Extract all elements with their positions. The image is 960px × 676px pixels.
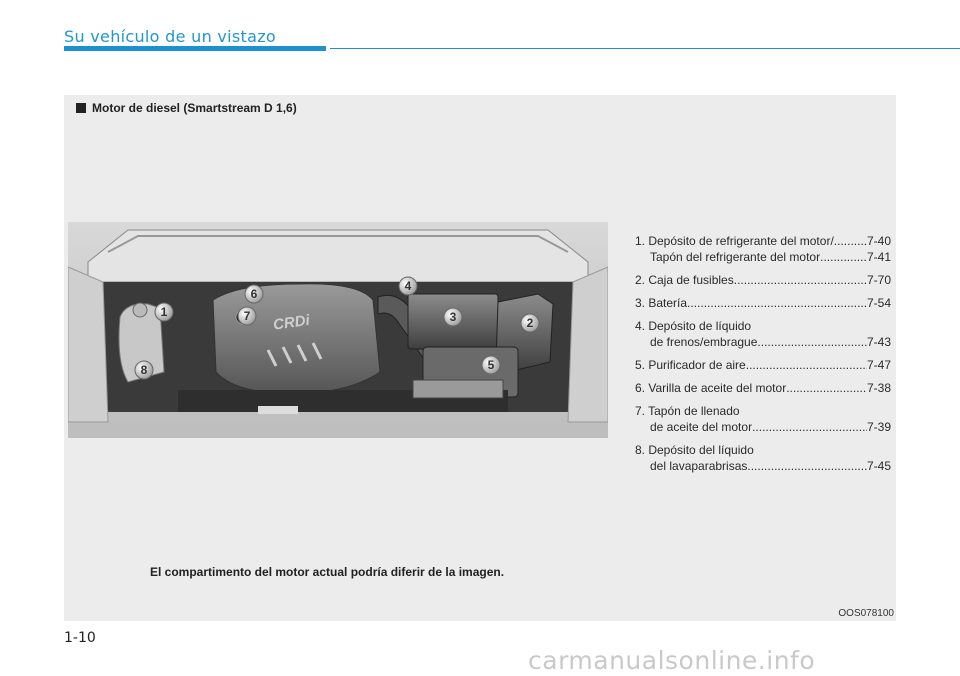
legend-line [635, 318, 891, 334]
legend-text: 4. Depósito de líquido [635, 319, 752, 333]
callout-5 [482, 356, 500, 374]
page-ref: 7-41 [866, 250, 891, 264]
legend-item [635, 357, 891, 373]
engine-cover-label: CRDi [272, 311, 311, 334]
leader-dots [747, 458, 867, 474]
legend-item [635, 442, 891, 474]
legend-list [635, 233, 891, 481]
legend-line [635, 334, 891, 350]
page-ref: 7-40 [866, 234, 891, 248]
callout-3-label: 3 [449, 310, 457, 324]
legend-text: de aceite del motor [650, 420, 753, 434]
legend-text: 6. Varilla de aceite del motor [635, 381, 787, 395]
page-ref: 7-45 [866, 459, 891, 473]
page-number: 1-10 [64, 630, 96, 646]
section-title: Su vehículo de un vistazo [64, 27, 277, 46]
bullet-square-icon [76, 103, 86, 113]
callout-6 [245, 285, 263, 303]
legend-line [635, 295, 891, 311]
legend-line [635, 380, 891, 396]
section-title-rule-thick [64, 46, 326, 51]
leader-dots [786, 380, 867, 396]
legend-text: 8. Depósito del líquido [635, 443, 754, 457]
figure-heading-text: Motor de diesel (Smartstream D 1,6) [92, 101, 297, 115]
callout-4-label: 4 [404, 279, 412, 293]
leader-dots [734, 272, 867, 288]
figure-note: El compartimento del motor actual podría diferir de la imagen. [150, 565, 505, 579]
page-ref: 7-70 [866, 273, 891, 287]
callout-2-label: 2 [526, 316, 534, 330]
legend-text: Tapón del refrigerante del motor [650, 250, 821, 264]
watermark: carmanualsonline.info [528, 646, 816, 675]
leader-dots [752, 419, 867, 435]
callout-8 [135, 361, 153, 379]
legend-line [635, 419, 891, 435]
legend-text: de frenos/embrague [650, 335, 758, 349]
leader-dots [757, 334, 867, 350]
page-ref: 7-38 [866, 381, 891, 395]
legend-item [635, 295, 891, 311]
legend-item [635, 380, 891, 396]
callout-6-label: 6 [250, 287, 258, 301]
legend-item [635, 233, 891, 265]
page-ref: 7-47 [866, 358, 891, 372]
callout-7 [238, 307, 256, 325]
legend-text: 3. Batería [635, 296, 688, 310]
leader-dots [834, 233, 867, 249]
leader-dots [820, 249, 867, 265]
legend-line [635, 403, 891, 419]
callout-5-label: 5 [487, 358, 495, 372]
callout-7-label: 7 [243, 309, 251, 323]
legend-text: del lavaparabrisas [650, 459, 748, 473]
legend-item [635, 403, 891, 435]
callout-1 [155, 303, 173, 321]
engine-illustration [68, 222, 608, 438]
figure-heading [76, 101, 297, 115]
legend-text: 2. Caja de fusibles [635, 273, 734, 287]
legend-line [635, 272, 891, 288]
legend-text: 1. Depósito de refrigerante del motor/ [635, 234, 834, 248]
callout-1-label: 1 [160, 305, 168, 319]
figure-panel [64, 95, 896, 621]
page-ref: 7-43 [866, 335, 891, 349]
page-ref: 7-54 [866, 296, 891, 310]
legend-line [635, 233, 891, 249]
page-ref: 7-39 [866, 420, 891, 434]
legend-text: 5. Purificador de aire [635, 358, 746, 372]
legend-line [635, 357, 891, 373]
leader-dots [687, 295, 867, 311]
legend-line [635, 458, 891, 474]
leader-dots [746, 357, 867, 373]
image-code: OOS078100 [838, 608, 894, 619]
legend-text: 7. Tapón de llenado [635, 404, 740, 418]
callout-3 [444, 308, 462, 326]
section-title-rule-thin [330, 48, 960, 49]
callout-8-label: 8 [140, 363, 148, 377]
callout-4 [399, 277, 417, 295]
callout-2 [521, 314, 539, 332]
legend-item [635, 272, 891, 288]
legend-item [635, 318, 891, 350]
legend-line [635, 249, 891, 265]
legend-line [635, 442, 891, 458]
